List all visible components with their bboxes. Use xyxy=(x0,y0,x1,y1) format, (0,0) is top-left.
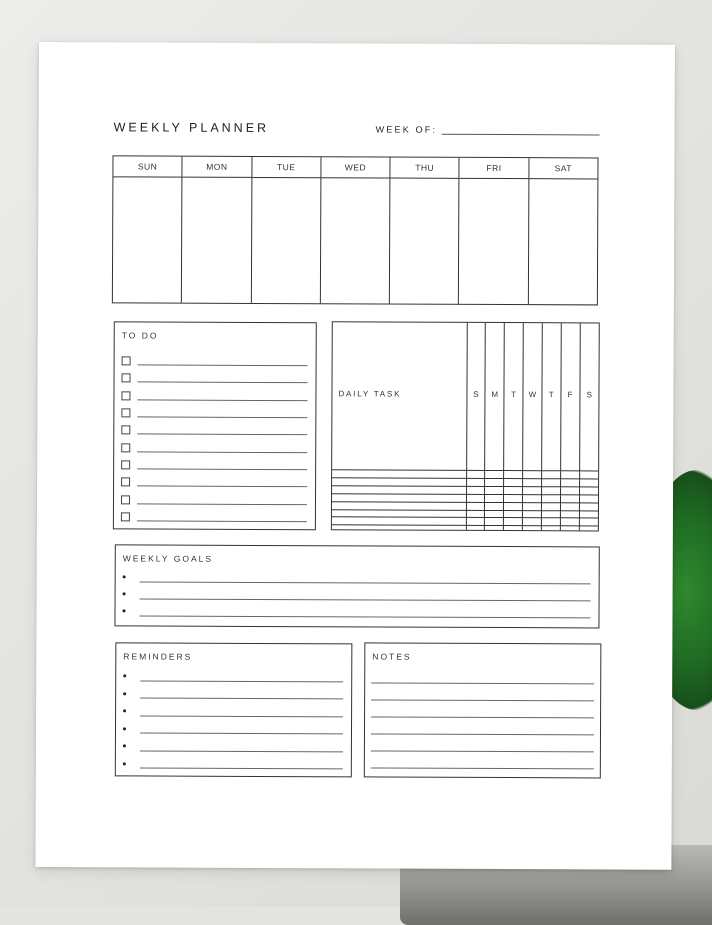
task-check-cell[interactable] xyxy=(579,526,598,530)
goal-line[interactable] xyxy=(139,606,590,618)
todo-line[interactable] xyxy=(138,374,308,384)
planner-sheet xyxy=(35,42,675,870)
task-check-cell[interactable] xyxy=(579,502,598,510)
checkbox[interactable] xyxy=(121,478,130,487)
day-initial: W xyxy=(523,323,542,466)
note-line[interactable] xyxy=(371,751,594,769)
goal-line[interactable] xyxy=(140,572,591,584)
reminder-item xyxy=(123,667,343,685)
task-check-cell[interactable] xyxy=(541,526,560,530)
day-column-sat[interactable] xyxy=(528,158,598,304)
task-check-cell[interactable] xyxy=(485,526,504,530)
day-header: TUE xyxy=(252,157,320,178)
task-check-cell[interactable] xyxy=(579,487,598,495)
task-check-cell[interactable] xyxy=(466,502,485,510)
task-check-cell[interactable] xyxy=(485,478,504,486)
task-check-cell[interactable] xyxy=(504,502,523,510)
task-check-cell[interactable] xyxy=(560,478,579,486)
task-check-cell[interactable] xyxy=(522,510,541,518)
checkbox[interactable] xyxy=(122,357,131,366)
todo-item xyxy=(121,473,307,491)
bullet-dot xyxy=(123,592,126,595)
todo-item xyxy=(121,370,307,388)
daily-task-label: DAILY TASK xyxy=(332,322,467,466)
note-line[interactable] xyxy=(371,700,594,718)
bullet-dot xyxy=(123,609,126,612)
checkbox[interactable] xyxy=(121,460,130,469)
todo-line[interactable] xyxy=(137,408,307,418)
bullet-dot xyxy=(123,762,126,765)
task-check-cell[interactable] xyxy=(579,471,598,479)
reminder-item xyxy=(123,685,343,703)
reminders-box xyxy=(115,642,353,777)
daily-task-header-row xyxy=(332,322,599,466)
task-check-cell[interactable] xyxy=(485,518,504,526)
reminder-item xyxy=(123,737,343,755)
task-check-cell[interactable] xyxy=(466,478,485,486)
note-line[interactable] xyxy=(371,734,594,752)
task-check-cell[interactable] xyxy=(560,486,579,494)
day-header: MON xyxy=(183,157,251,178)
bullet-dot xyxy=(123,710,126,713)
day-column-thu[interactable] xyxy=(389,158,459,304)
task-check-cell[interactable] xyxy=(579,518,598,526)
checkbox[interactable] xyxy=(121,391,130,400)
task-check-cell[interactable] xyxy=(466,526,485,530)
todo-item xyxy=(121,508,307,526)
week-of-line[interactable] xyxy=(441,124,599,136)
day-initial: M xyxy=(485,323,504,466)
goal-line[interactable] xyxy=(140,589,591,601)
goal-item xyxy=(122,602,590,621)
page-title: WEEKLY PLANNER xyxy=(113,120,270,136)
day-header: WED xyxy=(321,157,389,178)
bullet-dot xyxy=(123,727,126,730)
todo-line[interactable] xyxy=(137,495,307,505)
task-check-cell[interactable] xyxy=(485,510,504,518)
day-header: SUN xyxy=(113,156,181,177)
daily-task-row xyxy=(332,525,598,530)
reminder-item xyxy=(123,720,343,738)
task-check-cell[interactable] xyxy=(504,518,523,526)
day-column-mon[interactable] xyxy=(181,157,251,303)
goal-item xyxy=(123,585,591,604)
reminders-label: REMINDERS xyxy=(123,651,193,662)
day-column-sun[interactable] xyxy=(113,156,182,302)
checkbox[interactable] xyxy=(121,443,130,452)
task-check-cell[interactable] xyxy=(504,510,523,518)
task-name-cell[interactable] xyxy=(332,525,466,530)
todo-item xyxy=(121,456,307,474)
todo-item xyxy=(121,439,307,457)
todo-list xyxy=(121,352,308,526)
checkbox[interactable] xyxy=(121,408,130,417)
notes-lines[interactable] xyxy=(371,666,594,769)
task-check-cell[interactable] xyxy=(560,526,579,530)
task-check-cell[interactable] xyxy=(541,494,560,502)
task-check-cell[interactable] xyxy=(541,470,560,478)
todo-line[interactable] xyxy=(137,512,307,522)
day-initial: F xyxy=(560,323,579,466)
task-check-cell[interactable] xyxy=(504,486,523,494)
todo-box xyxy=(113,321,317,530)
todo-label: TO DO xyxy=(121,330,159,341)
reminders-list xyxy=(123,667,343,773)
day-column-tue[interactable] xyxy=(250,157,320,303)
bullet-dot xyxy=(123,575,126,578)
task-check-cell[interactable] xyxy=(522,518,541,526)
todo-line[interactable] xyxy=(137,391,307,401)
task-check-cell[interactable] xyxy=(466,518,485,526)
task-check-cell[interactable] xyxy=(466,510,485,518)
task-check-cell[interactable] xyxy=(485,486,504,494)
day-initial: S xyxy=(466,323,485,466)
task-check-cell[interactable] xyxy=(523,494,542,502)
task-check-cell[interactable] xyxy=(485,470,504,478)
notes-box xyxy=(364,642,602,778)
reminder-line[interactable] xyxy=(140,706,343,717)
task-check-cell[interactable] xyxy=(541,518,560,526)
task-check-cell[interactable] xyxy=(504,494,523,502)
day-column-wed[interactable] xyxy=(320,157,390,303)
task-check-cell[interactable] xyxy=(504,526,523,530)
todo-item xyxy=(121,491,307,509)
task-check-cell[interactable] xyxy=(579,479,598,487)
task-check-cell[interactable] xyxy=(466,486,485,494)
todo-line[interactable] xyxy=(137,426,307,436)
day-column-fri[interactable] xyxy=(458,158,528,304)
task-check-cell[interactable] xyxy=(541,510,560,518)
task-check-cell[interactable] xyxy=(485,502,504,510)
reminder-line[interactable] xyxy=(140,689,343,700)
todo-item xyxy=(122,352,308,370)
note-line[interactable] xyxy=(371,683,594,701)
reminder-line[interactable] xyxy=(140,759,343,770)
goals-list xyxy=(122,568,590,621)
task-check-cell[interactable] xyxy=(579,510,598,518)
day-initial: T xyxy=(542,323,561,466)
week-calendar xyxy=(112,155,599,305)
task-check-cell[interactable] xyxy=(541,478,560,486)
checkbox[interactable] xyxy=(121,495,130,504)
week-of-label: WEEK OF: xyxy=(375,124,438,135)
weekly-goals-box xyxy=(114,544,599,628)
daily-task-table xyxy=(332,322,599,530)
task-check-cell[interactable] xyxy=(560,510,579,518)
weekly-goals-label: WEEKLY GOALS xyxy=(122,553,214,564)
todo-line[interactable] xyxy=(137,460,307,470)
todo-line[interactable] xyxy=(137,443,307,453)
bullet-dot xyxy=(123,745,126,748)
reminder-line[interactable] xyxy=(140,671,343,682)
reminder-item xyxy=(123,755,343,773)
reminder-line[interactable] xyxy=(140,724,343,735)
daily-task-tracker xyxy=(331,321,600,531)
task-check-cell[interactable] xyxy=(579,494,598,502)
task-check-cell[interactable] xyxy=(485,494,504,502)
task-check-cell[interactable] xyxy=(560,502,579,510)
task-check-cell[interactable] xyxy=(523,478,542,486)
task-check-cell[interactable] xyxy=(560,471,579,479)
todo-item xyxy=(121,422,307,440)
day-header: FRI xyxy=(460,158,528,179)
bullet-dot xyxy=(123,675,126,678)
checkbox[interactable] xyxy=(121,426,130,435)
task-check-cell[interactable] xyxy=(560,518,579,526)
day-header: THU xyxy=(391,158,459,179)
task-check-cell[interactable] xyxy=(560,494,579,502)
todo-line[interactable] xyxy=(138,357,308,367)
task-check-cell[interactable] xyxy=(523,486,542,494)
note-line[interactable] xyxy=(371,717,594,735)
task-check-cell[interactable] xyxy=(522,526,541,530)
checkbox[interactable] xyxy=(121,512,130,521)
todo-line[interactable] xyxy=(137,478,307,488)
todo-item xyxy=(121,404,307,422)
day-initial: T xyxy=(504,323,523,466)
task-check-cell[interactable] xyxy=(504,470,523,478)
task-check-cell[interactable] xyxy=(504,478,523,486)
bullet-dot xyxy=(123,692,126,695)
task-check-cell[interactable] xyxy=(466,470,485,478)
checkbox[interactable] xyxy=(122,374,131,383)
notes-label: NOTES xyxy=(372,651,412,662)
day-initial: S xyxy=(579,323,599,466)
task-check-cell[interactable] xyxy=(522,502,541,510)
reminder-item xyxy=(123,702,343,720)
task-check-cell[interactable] xyxy=(523,470,542,478)
task-check-cell[interactable] xyxy=(541,502,560,510)
day-header: SAT xyxy=(529,158,597,179)
task-check-cell[interactable] xyxy=(466,494,485,502)
week-of-field[interactable] xyxy=(376,123,600,135)
reminder-line[interactable] xyxy=(140,741,343,752)
note-line[interactable] xyxy=(371,666,594,684)
goal-item xyxy=(123,568,591,587)
todo-item xyxy=(121,387,307,405)
task-check-cell[interactable] xyxy=(541,486,560,494)
